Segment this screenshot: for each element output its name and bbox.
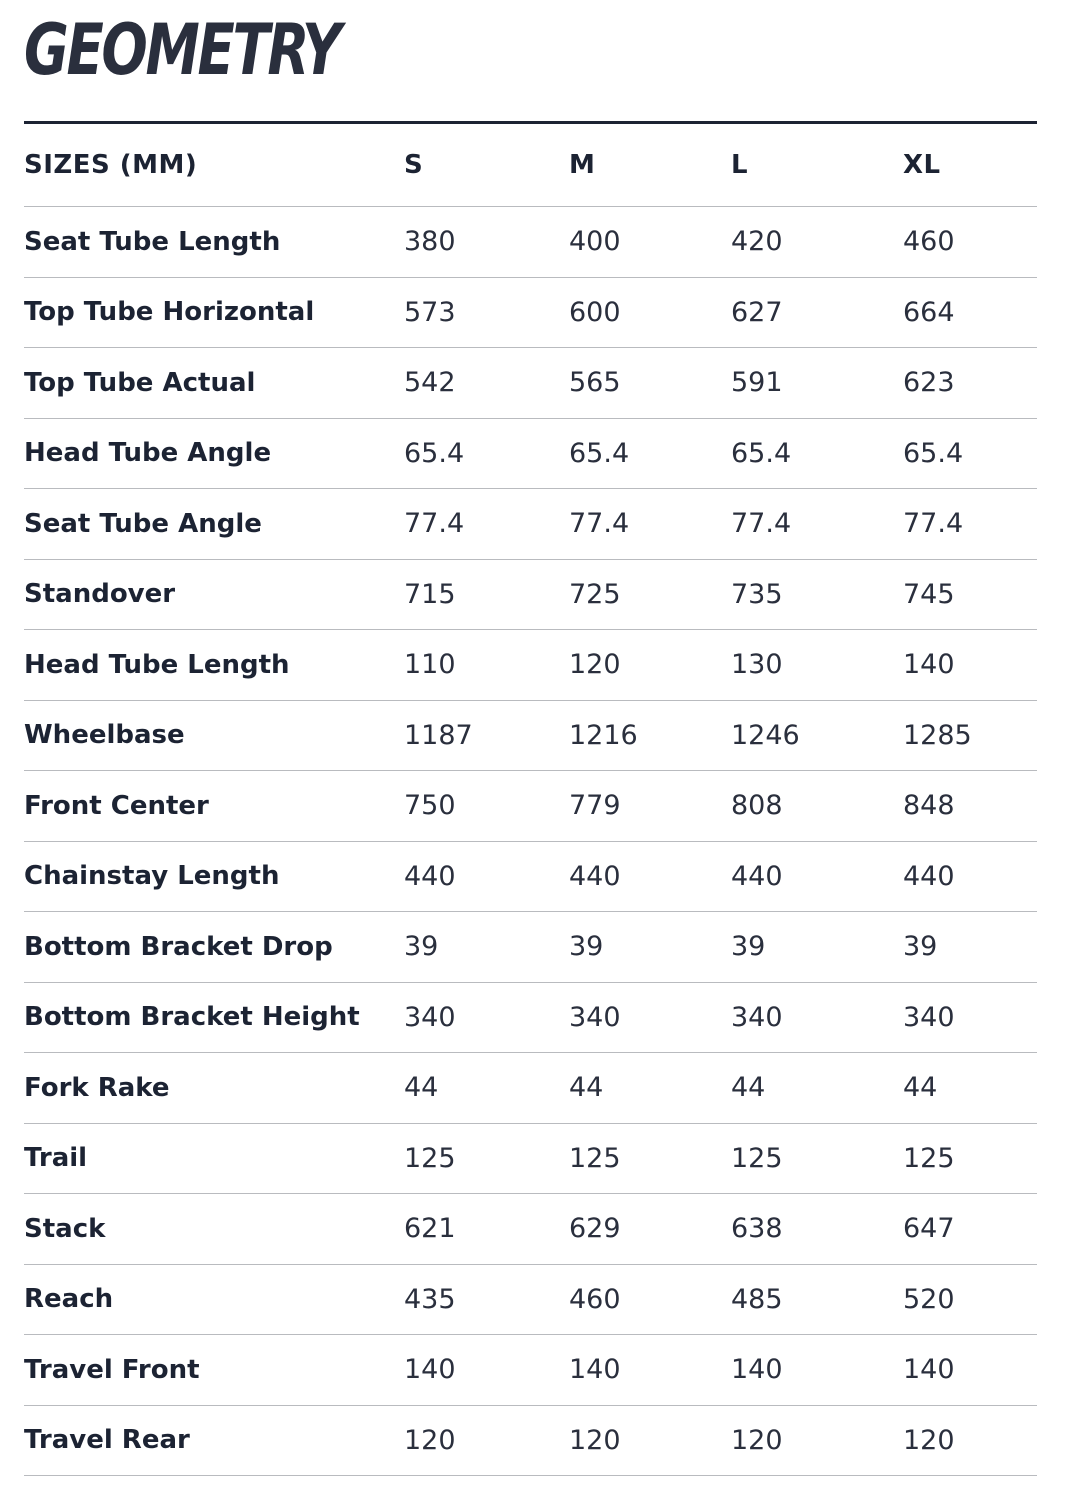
cell-value-m: 340 bbox=[569, 982, 731, 1053]
cell-value-m: 44 bbox=[569, 1053, 731, 1124]
row-label: Head Tube Length bbox=[24, 630, 404, 701]
table-row bbox=[24, 1405, 1037, 1476]
table-row bbox=[24, 912, 1037, 983]
table-row bbox=[24, 1335, 1037, 1406]
table-row bbox=[24, 771, 1037, 842]
table-header bbox=[24, 124, 1037, 207]
row-label: Chainstay Length bbox=[24, 841, 404, 912]
cell-value-l: 140 bbox=[731, 1335, 903, 1406]
cell-value-l: 340 bbox=[731, 982, 903, 1053]
cell-value-m: 565 bbox=[569, 348, 731, 419]
cell-value-s: 621 bbox=[404, 1194, 569, 1265]
cell-value-xl: 44 bbox=[903, 1053, 1037, 1124]
cell-value-xl: 647 bbox=[903, 1194, 1037, 1265]
cell-value-m: 120 bbox=[569, 630, 731, 701]
cell-value-s: 715 bbox=[404, 559, 569, 630]
row-label: Travel Front bbox=[24, 1335, 404, 1406]
cell-value-xl: 1285 bbox=[903, 700, 1037, 771]
geometry-table-container bbox=[24, 121, 1037, 1476]
table-row bbox=[24, 207, 1037, 278]
cell-value-xl: 39 bbox=[903, 912, 1037, 983]
table-row bbox=[24, 348, 1037, 419]
cell-value-l: 440 bbox=[731, 841, 903, 912]
cell-value-s: 44 bbox=[404, 1053, 569, 1124]
cell-value-m: 125 bbox=[569, 1123, 731, 1194]
cell-value-l: 1246 bbox=[731, 700, 903, 771]
cell-value-l: 808 bbox=[731, 771, 903, 842]
header-size-m: M bbox=[569, 124, 731, 207]
cell-value-s: 110 bbox=[404, 630, 569, 701]
cell-value-s: 750 bbox=[404, 771, 569, 842]
cell-value-s: 77.4 bbox=[404, 489, 569, 560]
cell-value-l: 591 bbox=[731, 348, 903, 419]
row-label: Wheelbase bbox=[24, 700, 404, 771]
header-size-xl: XL bbox=[903, 124, 1037, 207]
cell-value-m: 65.4 bbox=[569, 418, 731, 489]
cell-value-l: 420 bbox=[731, 207, 903, 278]
row-label: Travel Rear bbox=[24, 1405, 404, 1476]
cell-value-l: 485 bbox=[731, 1264, 903, 1335]
cell-value-m: 629 bbox=[569, 1194, 731, 1265]
row-label: Bottom Bracket Height bbox=[24, 982, 404, 1053]
cell-value-m: 1216 bbox=[569, 700, 731, 771]
table-row bbox=[24, 1053, 1037, 1124]
cell-value-l: 627 bbox=[731, 277, 903, 348]
cell-value-xl: 140 bbox=[903, 1335, 1037, 1406]
cell-value-s: 435 bbox=[404, 1264, 569, 1335]
cell-value-xl: 623 bbox=[903, 348, 1037, 419]
table-row bbox=[24, 559, 1037, 630]
cell-value-m: 140 bbox=[569, 1335, 731, 1406]
cell-value-l: 77.4 bbox=[731, 489, 903, 560]
cell-value-xl: 440 bbox=[903, 841, 1037, 912]
cell-value-m: 779 bbox=[569, 771, 731, 842]
cell-value-s: 140 bbox=[404, 1335, 569, 1406]
cell-value-xl: 848 bbox=[903, 771, 1037, 842]
cell-value-xl: 664 bbox=[903, 277, 1037, 348]
cell-value-xl: 460 bbox=[903, 207, 1037, 278]
cell-value-l: 65.4 bbox=[731, 418, 903, 489]
row-label: Trail bbox=[24, 1123, 404, 1194]
cell-value-s: 440 bbox=[404, 841, 569, 912]
table-row bbox=[24, 700, 1037, 771]
header-size-l: L bbox=[731, 124, 903, 207]
cell-value-s: 573 bbox=[404, 277, 569, 348]
cell-value-s: 39 bbox=[404, 912, 569, 983]
table-row bbox=[24, 1264, 1037, 1335]
table-row bbox=[24, 982, 1037, 1053]
cell-value-xl: 520 bbox=[903, 1264, 1037, 1335]
row-label: Top Tube Actual bbox=[24, 348, 404, 419]
cell-value-l: 39 bbox=[731, 912, 903, 983]
cell-value-m: 460 bbox=[569, 1264, 731, 1335]
cell-value-xl: 340 bbox=[903, 982, 1037, 1053]
cell-value-l: 638 bbox=[731, 1194, 903, 1265]
cell-value-l: 120 bbox=[731, 1405, 903, 1476]
cell-value-l: 125 bbox=[731, 1123, 903, 1194]
cell-value-m: 120 bbox=[569, 1405, 731, 1476]
cell-value-s: 340 bbox=[404, 982, 569, 1053]
cell-value-s: 120 bbox=[404, 1405, 569, 1476]
cell-value-xl: 745 bbox=[903, 559, 1037, 630]
table-row bbox=[24, 277, 1037, 348]
cell-value-xl: 125 bbox=[903, 1123, 1037, 1194]
cell-value-m: 725 bbox=[569, 559, 731, 630]
cell-value-l: 130 bbox=[731, 630, 903, 701]
cell-value-m: 39 bbox=[569, 912, 731, 983]
cell-value-xl: 120 bbox=[903, 1405, 1037, 1476]
header-size-s: S bbox=[404, 124, 569, 207]
cell-value-s: 542 bbox=[404, 348, 569, 419]
cell-value-s: 125 bbox=[404, 1123, 569, 1194]
cell-value-s: 65.4 bbox=[404, 418, 569, 489]
row-label: Head Tube Angle bbox=[24, 418, 404, 489]
table-row bbox=[24, 630, 1037, 701]
cell-value-m: 600 bbox=[569, 277, 731, 348]
table-row bbox=[24, 489, 1037, 560]
cell-value-l: 44 bbox=[731, 1053, 903, 1124]
cell-value-s: 1187 bbox=[404, 700, 569, 771]
row-label: Standover bbox=[24, 559, 404, 630]
cell-value-l: 735 bbox=[731, 559, 903, 630]
geometry-table bbox=[24, 124, 1037, 1476]
row-label: Seat Tube Angle bbox=[24, 489, 404, 560]
row-label: Stack bbox=[24, 1194, 404, 1265]
cell-value-xl: 77.4 bbox=[903, 489, 1037, 560]
header-label: SIZES (MM) bbox=[24, 124, 404, 207]
row-label: Fork Rake bbox=[24, 1053, 404, 1124]
row-label: Reach bbox=[24, 1264, 404, 1335]
row-label: Front Center bbox=[24, 771, 404, 842]
cell-value-xl: 65.4 bbox=[903, 418, 1037, 489]
table-row bbox=[24, 1123, 1037, 1194]
table-row bbox=[24, 1194, 1037, 1265]
cell-value-m: 400 bbox=[569, 207, 731, 278]
page-title: GEOMETRY bbox=[24, 9, 340, 91]
row-label: Bottom Bracket Drop bbox=[24, 912, 404, 983]
row-label: Top Tube Horizontal bbox=[24, 277, 404, 348]
row-label: Seat Tube Length bbox=[24, 207, 404, 278]
table-body bbox=[24, 207, 1037, 1476]
cell-value-m: 77.4 bbox=[569, 489, 731, 560]
cell-value-s: 380 bbox=[404, 207, 569, 278]
table-row bbox=[24, 841, 1037, 912]
header-row bbox=[24, 124, 1037, 207]
cell-value-xl: 140 bbox=[903, 630, 1037, 701]
cell-value-m: 440 bbox=[569, 841, 731, 912]
table-row bbox=[24, 418, 1037, 489]
